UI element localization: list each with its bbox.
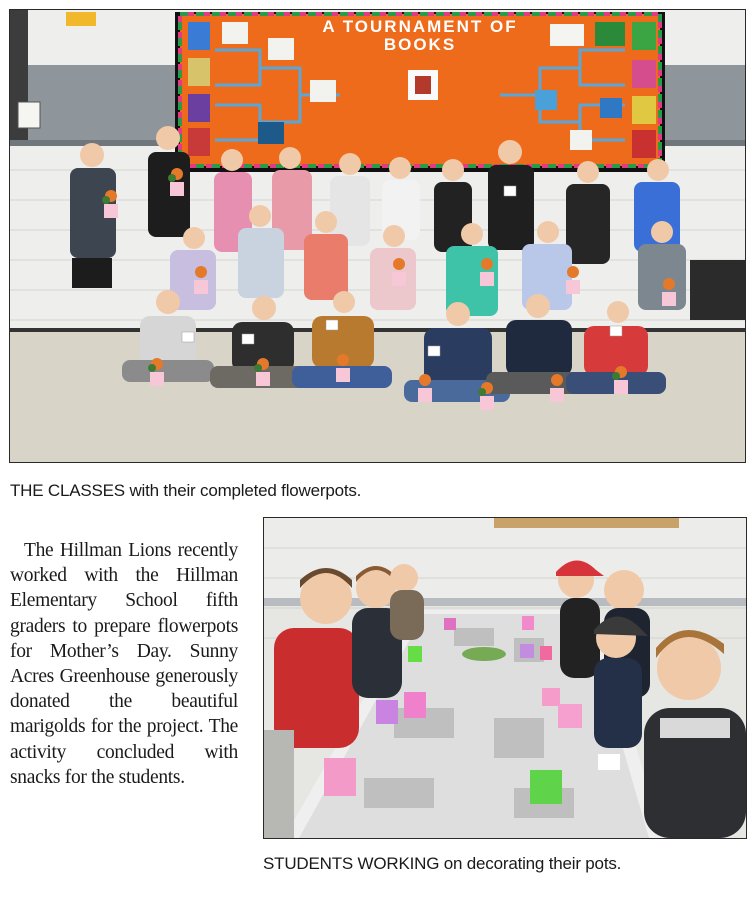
class-group-photo [9,9,746,463]
banner-title-line1: A TOURNAMENT OF [322,17,518,36]
group-photo-caption: THE CLASSES with their completed flowerpots. [10,481,362,500]
students-working-illustration [264,518,746,838]
students-working-caption: STUDENTS WORKING on decorating their pots. [263,854,622,873]
class-group-illustration [10,10,745,462]
banner-title-line2: BOOKS [383,35,457,54]
tournament-banner [175,12,665,172]
students-working-photo [263,517,747,839]
article-paragraph: The Hillman Lions recently worked with the Hillman Elementary School fifth graders to prepare flowerpots for Mother’s Day. Sunny Acres Greenhouse generously donated the beautiful marigolds for the project. The activity concluded with snacks for the students. [10,540,238,788]
